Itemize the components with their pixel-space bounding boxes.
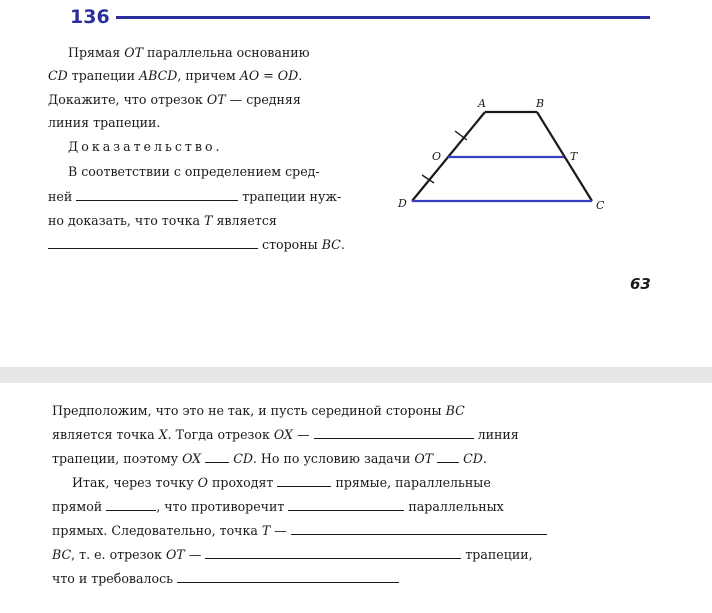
task-line-6: В соответствии с определением сред- <box>68 164 320 179</box>
task-line-3: Докажите, что отрезок OT — средняя <box>48 92 301 107</box>
task-line-8: но доказать, что точка T является <box>48 213 277 228</box>
proof-line-5: прямой , что противоречит параллельных <box>52 499 504 514</box>
answer-blank[interactable] <box>205 546 461 559</box>
task-line-1: Прямая OT параллельна основанию <box>68 45 310 60</box>
label-o: O <box>432 150 442 163</box>
answer-blank[interactable] <box>277 474 331 487</box>
label-c: C <box>596 199 605 212</box>
task-line-7: ней трапеции нуж- <box>48 189 342 204</box>
label-a: A <box>478 97 486 110</box>
proof-heading: Доказательство. <box>68 139 223 154</box>
proof-line-4: Итак, через точку O проходят прямые, параллельные <box>72 475 491 490</box>
answer-blank[interactable] <box>314 426 474 439</box>
answer-blank[interactable] <box>76 188 238 201</box>
answer-blank[interactable] <box>288 498 404 511</box>
task-line-2: CD трапеции ABCD, причем AO = OD. <box>48 68 303 83</box>
label-t: T <box>570 150 578 163</box>
task-line-4: линия трапеции. <box>48 115 161 130</box>
label-b: B <box>536 97 545 110</box>
trapezoid-figure <box>390 90 620 220</box>
task-number: 136 <box>70 6 110 28</box>
task-line-9: стороны BC. <box>48 236 345 253</box>
answer-blank[interactable] <box>437 450 459 463</box>
proof-line-2: является точка X. Тогда отрезок OX — линия <box>52 427 519 442</box>
page-gap <box>0 367 712 383</box>
answer-blank[interactable] <box>177 570 399 583</box>
page-number: 63 <box>630 275 651 293</box>
proof-line-3: трапеции, поэтому OX CD. Но по условию задачи OT CD. <box>52 451 487 466</box>
answer-blank[interactable] <box>48 236 258 249</box>
proof-line-8: что и требовалось <box>52 570 399 587</box>
header-rule <box>116 16 650 19</box>
answer-blank[interactable] <box>106 498 156 511</box>
proof-line-1: Предположим, что это не так, и пусть серединой стороны BC <box>52 403 465 418</box>
label-d: D <box>398 197 407 210</box>
answer-blank[interactable] <box>291 522 547 535</box>
proof-line-7: BC, т. е. отрезок OT — трапеции, <box>52 547 533 562</box>
answer-blank[interactable] <box>205 450 229 463</box>
proof-line-6: прямых. Следовательно, точка T — <box>52 522 547 539</box>
